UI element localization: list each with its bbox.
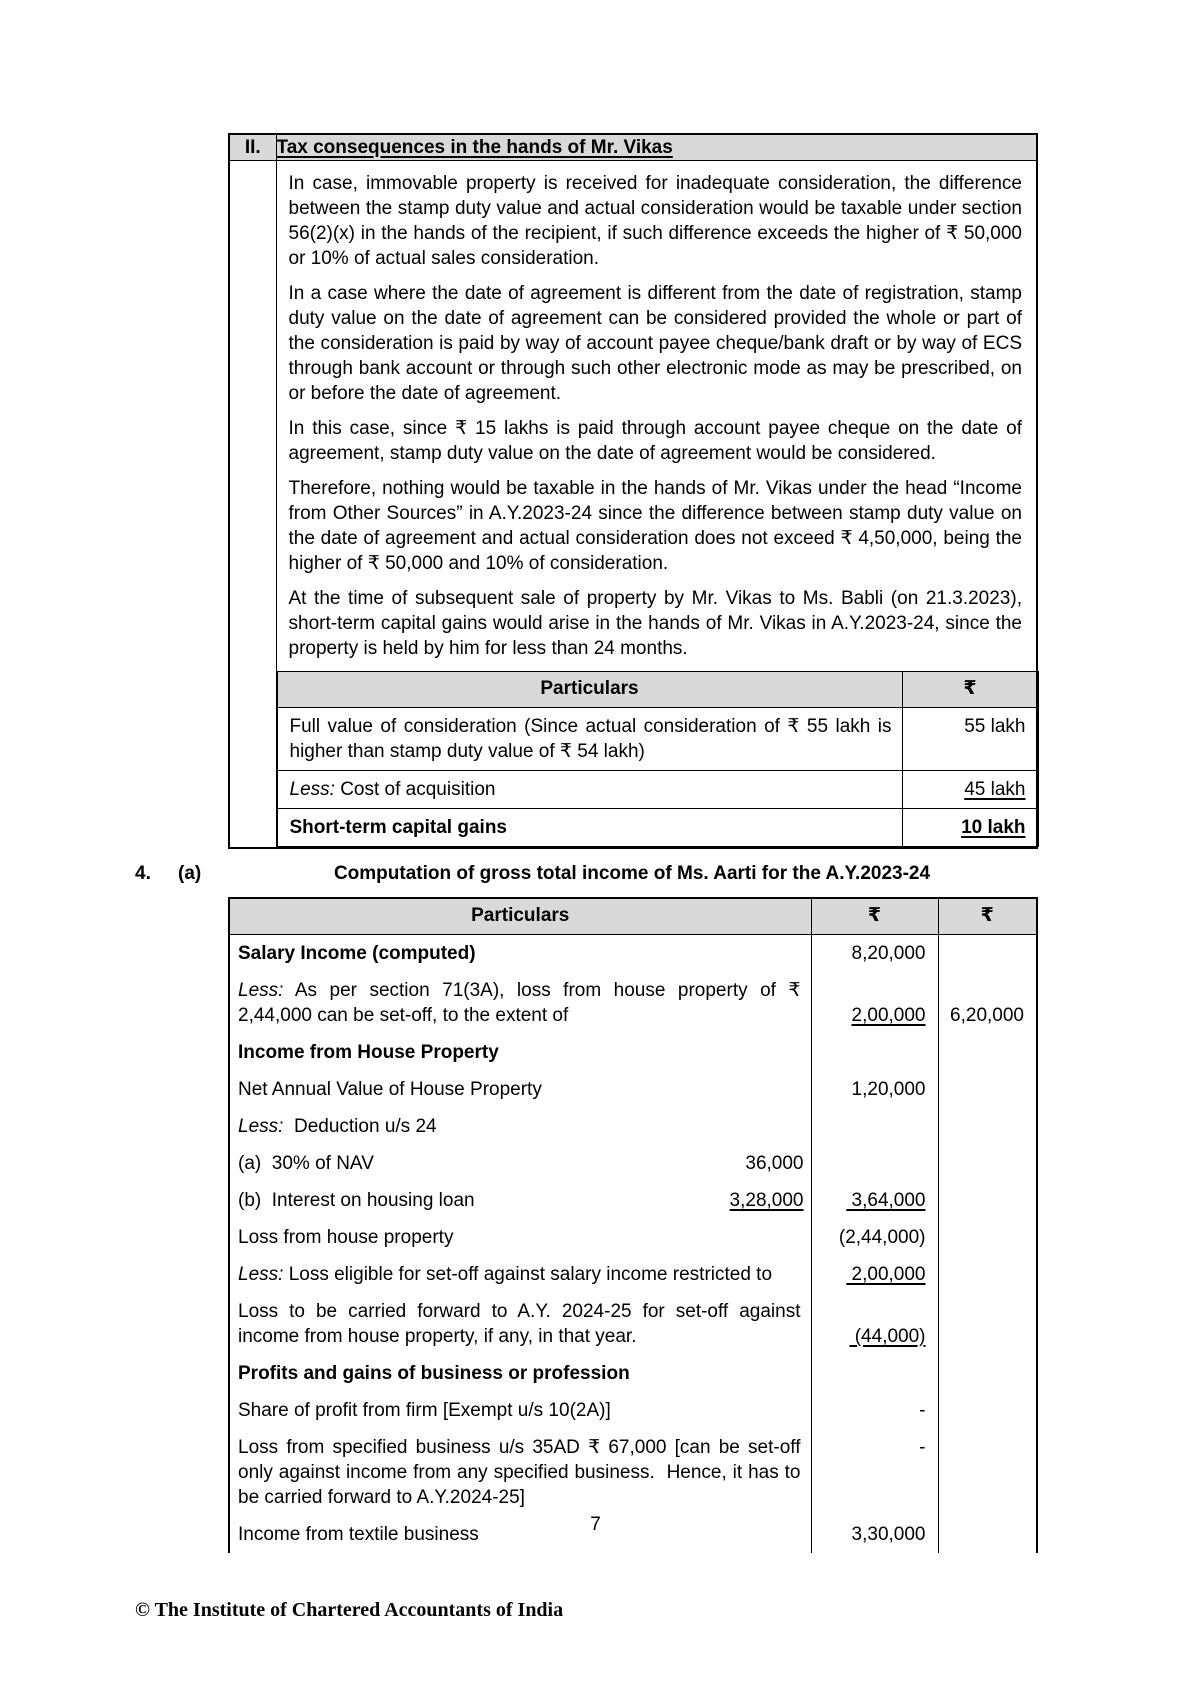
row-text: Deduction u/s 24	[288, 1116, 437, 1137]
section-ii-title: Tax consequences in the hands of Mr. Vikas	[276, 137, 673, 158]
row-amount2	[938, 1219, 1037, 1256]
inline-amount-underlined: 3,28,000	[729, 1190, 804, 1211]
row-text: Cost of acquisition	[340, 779, 496, 800]
stcg-row-particulars	[277, 771, 902, 809]
row-particulars: Income from textile business	[229, 1516, 811, 1553]
row-amount1	[811, 1108, 938, 1145]
row-amount2	[938, 1034, 1037, 1071]
table-row	[229, 1034, 1037, 1071]
row-amount2	[938, 1071, 1037, 1108]
amount-underlined: 45 lakh	[964, 779, 1026, 800]
row-particulars: Salary Income (computed)	[229, 935, 811, 973]
row-amount1	[811, 1293, 938, 1355]
table-row	[229, 972, 1037, 1034]
comp-header-amount1: ₹	[811, 898, 938, 935]
row-amount1	[811, 1145, 938, 1182]
row-amount2	[938, 1429, 1037, 1516]
stcg-header-particulars: Particulars	[277, 672, 902, 708]
table-row	[277, 771, 1038, 809]
stcg-row-amount: 55 lakh	[902, 708, 1038, 771]
page-content	[135, 133, 1036, 1553]
row-amount2	[938, 1256, 1037, 1293]
row-amount2	[938, 1145, 1037, 1182]
table-row	[229, 1108, 1037, 1145]
stcg-header-amount: ₹	[902, 672, 1038, 708]
paragraph: In case, immovable property is received for inadequate consideration, the difference between the stamp duty value and actual consideration would be taxable under section 56(2)(x) in the hands of the recipient, if such difference exceeds the higher of ₹ 50,000 or 10% of actual sales consideration.	[288, 173, 1022, 269]
paragraph: Therefore, nothing would be taxable in the hands of Mr. Vikas under the head “Income from Other Sources” in A.Y.2023-24 since the difference between stamp duty value on the date of agreement and actual consideration does not exceed ₹ 4,50,000, being the higher of ₹ 50,000 and 10% of consideration.	[288, 478, 1022, 574]
section-ii-label: II.	[229, 134, 276, 161]
table-row	[229, 1392, 1037, 1429]
row-amount1	[811, 1355, 938, 1392]
paragraph: In a case where the date of agreement is different from the date of registration, stamp duty value on the date of agreement can be considered provided the whole or part of the consideration is paid by way of account payee cheque/bank draft or by way of ECS through bank account or through such other electronic mode as may be prescribed, on or before the date of agreement.	[288, 283, 1022, 404]
stcg-row-amount	[902, 771, 1038, 809]
row-particulars: Share of profit from firm [Exempt u/s 10(2A)]	[229, 1392, 811, 1429]
table-row	[277, 809, 1038, 847]
stcg-row-particulars: Short-term capital gains	[277, 809, 902, 847]
table-row	[229, 935, 1037, 973]
table-header-row	[277, 672, 1038, 708]
less-prefix: Less:	[238, 980, 284, 1001]
table-row	[229, 1071, 1037, 1108]
amount-total: 10 lakh	[961, 817, 1026, 838]
computation-table	[228, 897, 1038, 1553]
row-amount1: -	[811, 1429, 938, 1516]
amount-underlined: (44,000)	[849, 1326, 926, 1347]
row-text: (b) Interest on housing loan	[238, 1190, 475, 1211]
section-ii-table	[228, 133, 1038, 849]
row-particulars: Loss from specified business u/s 35AD ₹ 67,000 [can be set-off only against income from any specified business. Hence, it has to be carried forward to A.Y.2024-25]	[229, 1429, 811, 1516]
row-particulars: Profits and gains of business or profession	[229, 1355, 811, 1392]
table-row	[277, 708, 1038, 771]
row-particulars: Loss to be carried forward to A.Y. 2024-25 for set-off against income from house property, if any, in that year.	[229, 1293, 811, 1355]
row-amount1: 8,20,000	[811, 935, 938, 973]
less-prefix: Less:	[289, 779, 335, 800]
row-amount1: (2,44,000)	[811, 1219, 938, 1256]
table-row	[229, 1145, 1037, 1182]
row-particulars	[229, 1145, 811, 1182]
row-particulars	[229, 972, 811, 1034]
paragraph: In this case, since ₹ 15 lakhs is paid through account payee cheque on the date of agreement, stamp duty value on the date of agreement would be considered.	[288, 418, 1022, 464]
row-amount1: -	[811, 1392, 938, 1429]
row-particulars: Income from House Property	[229, 1034, 811, 1071]
row-particulars	[229, 1256, 811, 1293]
row-text: As per section 71(3A), loss from house property of ₹ 2,44,000 can be set-off, to the extent of	[238, 980, 801, 1026]
row-amount1	[811, 972, 938, 1034]
copyright-footer: © The Institute of Chartered Accountants of India	[135, 1599, 564, 1621]
less-prefix: Less:	[238, 1116, 284, 1137]
section-ii-label-spacer	[229, 161, 276, 849]
comp-header-particulars: Particulars	[229, 898, 811, 935]
section-ii-title-cell	[276, 134, 1037, 161]
amount-underlined: 2,00,000	[846, 1264, 926, 1285]
row-particulars	[229, 1108, 811, 1145]
table-row	[229, 1219, 1037, 1256]
row-amount2	[938, 1182, 1037, 1219]
row-amount2	[938, 1355, 1037, 1392]
row-particulars	[229, 1182, 811, 1219]
table-row	[229, 1429, 1037, 1516]
row-amount1: 3,30,000	[811, 1516, 938, 1553]
page-number: 7	[590, 1514, 601, 1535]
amount-underlined: 2,00,000	[851, 1005, 926, 1026]
row-text: (a) 30% of NAV	[238, 1153, 374, 1174]
row-particulars: Loss from house property	[229, 1219, 811, 1256]
question-part: (a)	[178, 863, 202, 884]
row-particulars: Net Annual Value of House Property	[229, 1071, 811, 1108]
stcg-row-particulars: Full value of consideration (Since actual consideration of ₹ 55 lakh is higher than stamp duty value of ₹ 54 lakh)	[277, 708, 902, 771]
section-ii-body-cell	[276, 161, 1037, 849]
paragraph: At the time of subsequent sale of property by Mr. Vikas to Ms. Babli (on 21.3.2023), short-term capital gains would arise in the hands of Mr. Vikas in A.Y.2023-24, since the property is held by him for less than 24 months.	[288, 588, 1022, 659]
row-amount1	[811, 1034, 938, 1071]
stcg-table	[277, 671, 1039, 847]
inline-amount: 36,000	[745, 1153, 804, 1174]
row-amount2	[938, 935, 1037, 973]
table-row	[229, 1293, 1037, 1355]
row-text: Loss eligible for set-off against salary income restricted to	[288, 1264, 773, 1285]
question-heading: Computation of gross total income of Ms. Aarti for the A.Y.2023-24	[333, 863, 931, 884]
table-row	[229, 1355, 1037, 1392]
table-row	[229, 1182, 1037, 1219]
table-row	[229, 134, 1037, 161]
table-header-row	[229, 898, 1037, 935]
row-amount2: 6,20,000	[938, 972, 1037, 1034]
row-amount1	[811, 1256, 938, 1293]
table-row	[229, 1256, 1037, 1293]
row-amount1	[811, 1182, 938, 1219]
row-amount1: 1,20,000	[811, 1071, 938, 1108]
amount-underlined: 3,64,000	[846, 1190, 926, 1211]
question-heading-row	[135, 861, 1036, 887]
row-amount2	[938, 1392, 1037, 1429]
question-number: 4.	[135, 863, 151, 884]
stcg-row-amount	[902, 809, 1038, 847]
row-amount2	[938, 1108, 1037, 1145]
comp-header-amount2: ₹	[938, 898, 1037, 935]
row-amount2	[938, 1293, 1037, 1355]
less-prefix: Less:	[238, 1264, 284, 1285]
table-row	[229, 161, 1037, 849]
